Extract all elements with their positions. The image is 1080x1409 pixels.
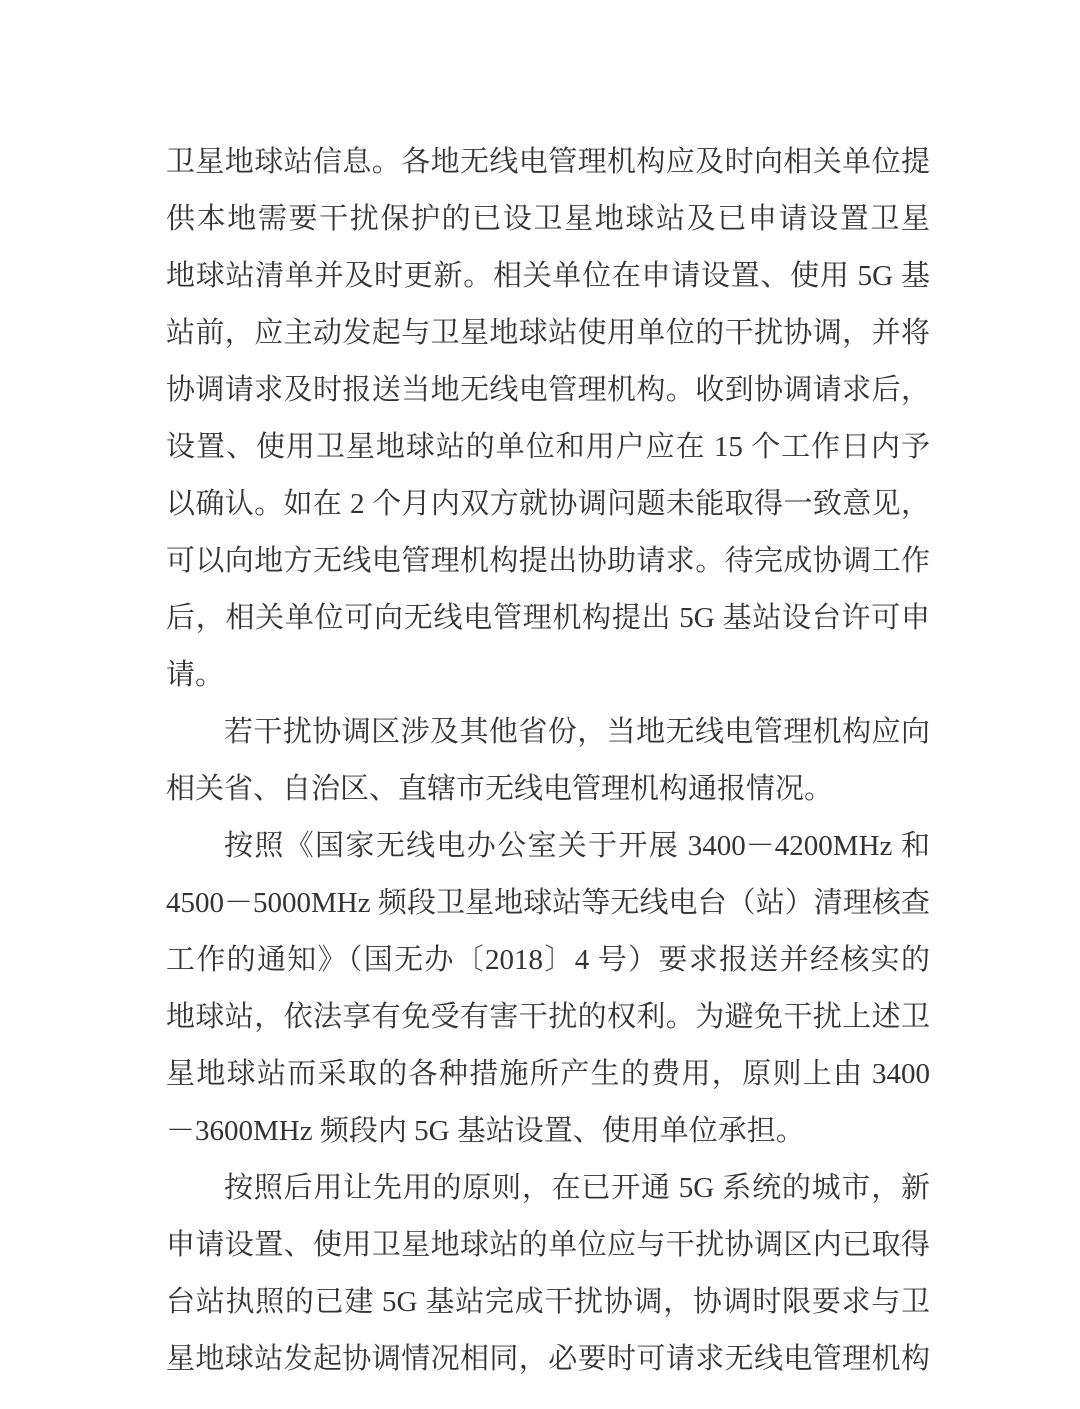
document-line: 若干扰协调区涉及其他省份，当地无线电管理机构应向 (224, 716, 930, 748)
document-line: 站前，应主动发起与卫星地球站使用单位的干扰协调，并将 (166, 317, 930, 349)
document-line: 可以向地方无线电管理机构提出协助请求。待完成协调工作 (166, 545, 930, 577)
document-line: 供本地需要干扰保护的已设卫星地球站及已申请设置卫星 (166, 203, 930, 235)
document-line: 申请设置、使用卫星地球站的单位应与干扰协调区内已取得 (166, 1229, 930, 1261)
document-line: 台站执照的已建 5G 基站完成干扰协调，协调时限要求与卫 (166, 1286, 930, 1318)
document-line: 协调请求及时报送当地无线电管理机构。收到协调请求后， (166, 374, 930, 406)
document-line: 请。 (166, 659, 225, 691)
document-line: 设置、使用卫星地球站的单位和用户应在 15 个工作日内予 (166, 431, 930, 463)
document-line: －3600MHz 频段内 5G 基站设置、使用单位承担。 (166, 1115, 805, 1147)
document-line: 相关省、自治区、直辖市无线电管理机构通报情况。 (166, 773, 834, 805)
document-line: 工作的通知》（国无办〔2018〕4 号）要求报送并经核实的 (166, 944, 930, 976)
document-line: 按照《国家无线电办公室关于开展 3400－4200MHz 和 (224, 830, 930, 862)
document-line: 以确认。如在 2 个月内双方就协调问题未能取得一致意见， (166, 488, 930, 520)
document-text-block (166, 134, 930, 1388)
document-line: 按照后用让先用的原则，在已开通 5G 系统的城市，新 (224, 1172, 930, 1204)
document-line: 星地球站而采取的各种措施所产生的费用，原则上由 3400 (166, 1058, 930, 1090)
document-line: 后，相关单位可向无线电管理机构提出 5G 基站设台许可申 (166, 602, 930, 634)
document-line: 4500－5000MHz 频段卫星地球站等无线电台（站）清理核查 (166, 887, 930, 919)
document-line: 星地球站发起协调情况相同，必要时可请求无线电管理机构 (166, 1343, 930, 1375)
document-line: 地球站，依法享有免受有害干扰的权利。为避免干扰上述卫 (166, 1001, 930, 1033)
document-line: 地球站清单并及时更新。相关单位在申请设置、使用 5G 基 (166, 260, 930, 292)
document-line: 卫星地球站信息。各地无线电管理机构应及时向相关单位提 (166, 146, 930, 178)
